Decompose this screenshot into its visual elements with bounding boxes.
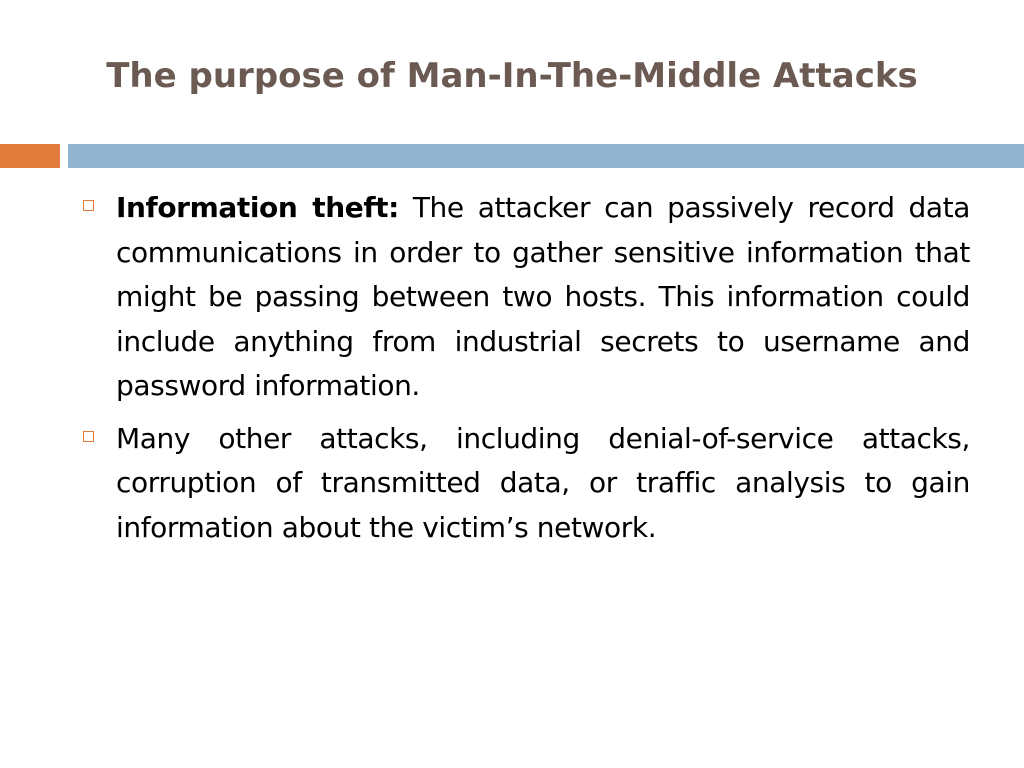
hollow-square-bullet-icon bbox=[83, 431, 94, 442]
accent-bar-blue bbox=[68, 144, 1024, 168]
slide-title: The purpose of Man-In-The-Middle Attacks bbox=[106, 56, 918, 96]
bullet-lead: Information theft: bbox=[116, 191, 399, 224]
bullet-list bbox=[80, 186, 970, 558]
bullet-body: The attacker can passively record data communications in order to gather sensitive information that might be passing between two hosts. This information could include anything from industrial secrets to username and password information. bbox=[116, 191, 971, 402]
bullet-text bbox=[116, 417, 970, 551]
bullet-text bbox=[116, 186, 970, 409]
hollow-square-bullet-icon bbox=[83, 200, 94, 211]
bullet-item bbox=[80, 186, 970, 409]
accent-bar-orange bbox=[0, 144, 60, 168]
bullet-item bbox=[80, 417, 970, 551]
bullet-body: Many other attacks, including denial-of-service attacks, corruption of transmitted data, or traffic analysis to gain information about the victim’s network. bbox=[116, 421, 970, 544]
